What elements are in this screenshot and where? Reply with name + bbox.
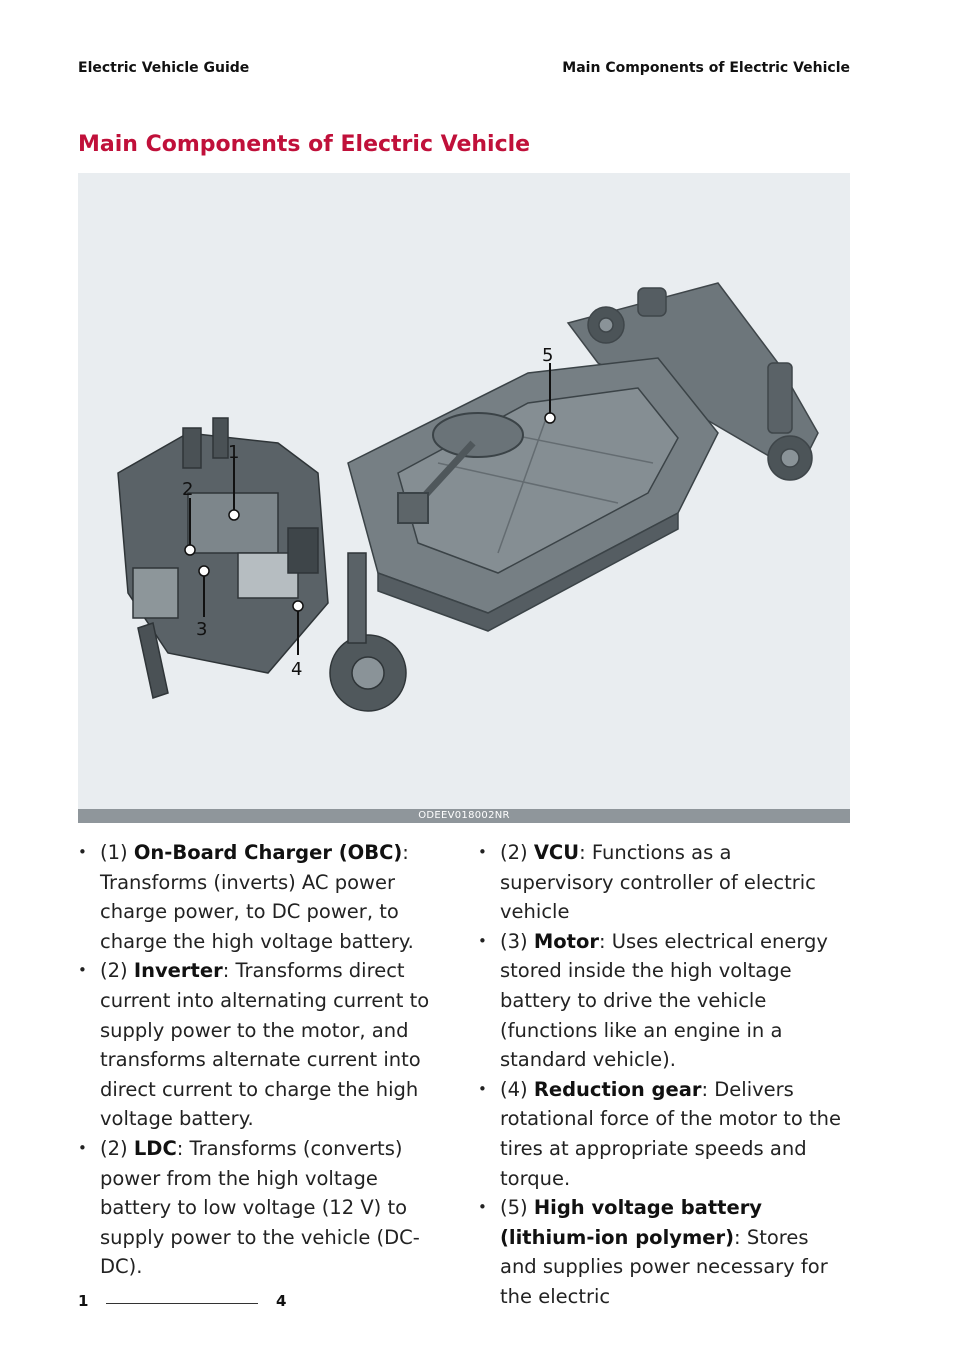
list-item-obc: • (1) On-Board Charger (OBC): Transforms (inverts) AC power charge power, to DC power, to charge the high voltage battery.: [78, 841, 414, 953]
item-text: : Stores and supplies power necessary for the electric: [500, 1225, 828, 1308]
header-guide-title: Electric Vehicle Guide: [78, 60, 250, 76]
chassis-drawing: [78, 173, 850, 809]
item-prefix: (2): [100, 1136, 128, 1160]
component-list-right: [478, 838, 850, 1312]
callout-label-2: 2: [182, 479, 194, 500]
header-section-title: Main Components of Electric Vehicle: [562, 60, 850, 76]
callout-label-4: 4: [291, 659, 303, 680]
item-term: On-Board Charger (OBC): [133, 841, 403, 864]
chapter-number: 1: [78, 1292, 89, 1310]
item-term: LDC: [133, 1136, 177, 1160]
item-text: : Transforms direct current into alternating current to supply power to the motor, and transforms alternate current into direct current to charge the high voltage battery.: [100, 959, 430, 1131]
callout-label-5: 5: [542, 345, 554, 366]
item-prefix: (2): [500, 841, 528, 864]
item-term: Inverter: [133, 959, 223, 983]
item-prefix: (3): [500, 929, 528, 953]
item-term: VCU: [533, 841, 580, 864]
list-item-motor: • (3) Motor: Uses electrical energy stored inside the high voltage battery to drive the vehicle (functions like an engine in a standard vehicle).: [478, 929, 828, 1072]
page-title: Main Components of Electric Vehicle: [78, 132, 531, 157]
item-text: : Transforms (converts) power from the high voltage battery to low voltage (12 V) to supply power to the vehicle (DC-DC).: [100, 1136, 420, 1279]
item-prefix: (1): [100, 841, 128, 864]
item-term: High voltage battery (lithium-ion polymer): [500, 1196, 763, 1249]
callout-label-1: 1: [228, 442, 240, 463]
running-header: [78, 60, 850, 84]
item-text: : Functions as a supervisory controller of electric vehicle: [500, 841, 816, 924]
item-text: : Delivers rotational force of the motor to the tires at appropriate speeds and torque.: [500, 1077, 842, 1190]
list-item-reduction-gear: • (4) Reduction gear: Delivers rotational force of the motor to the tires at appropriate speeds and torque.: [478, 1077, 842, 1190]
item-text: : Transforms (inverts) AC power charge power, to DC power, to charge the high voltage battery.: [100, 841, 414, 953]
item-text: : Uses electrical energy stored inside the high voltage battery to drive the vehicle (functions like an engine in a standard vehicle).: [500, 929, 828, 1072]
list-item-hv-battery: • (5) High voltage battery (lithium-ion polymer): Stores and supplies power necessary for the electric: [478, 1196, 828, 1308]
callout-label-3: 3: [196, 619, 208, 640]
item-term: Reduction gear: [533, 1077, 702, 1101]
list-item-vcu: • (2) VCU: Functions as a supervisory controller of electric vehicle: [478, 841, 816, 924]
item-prefix: (2): [100, 959, 128, 983]
ev-chassis-illustration: [78, 173, 850, 823]
page-footer: [78, 1292, 287, 1316]
figure-code: ODEEV018002NR: [78, 809, 850, 823]
list-item-ldc: • (2) LDC: Transforms (converts) power from the high voltage battery to low voltage (12 V) to supply power to the vehicle (DC-DC).: [78, 1136, 420, 1279]
page-number: 4: [276, 1292, 287, 1310]
footer-divider: [106, 1303, 258, 1304]
component-list-left: [78, 838, 450, 1282]
item-term: Motor: [533, 929, 599, 953]
item-prefix: (5): [500, 1196, 528, 1220]
item-prefix: (4): [500, 1077, 528, 1101]
list-item-inverter: • (2) Inverter: Transforms direct current into alternating current to supply power to the motor, and transforms alternate current into direct current to charge the high voltage battery.: [78, 959, 430, 1131]
